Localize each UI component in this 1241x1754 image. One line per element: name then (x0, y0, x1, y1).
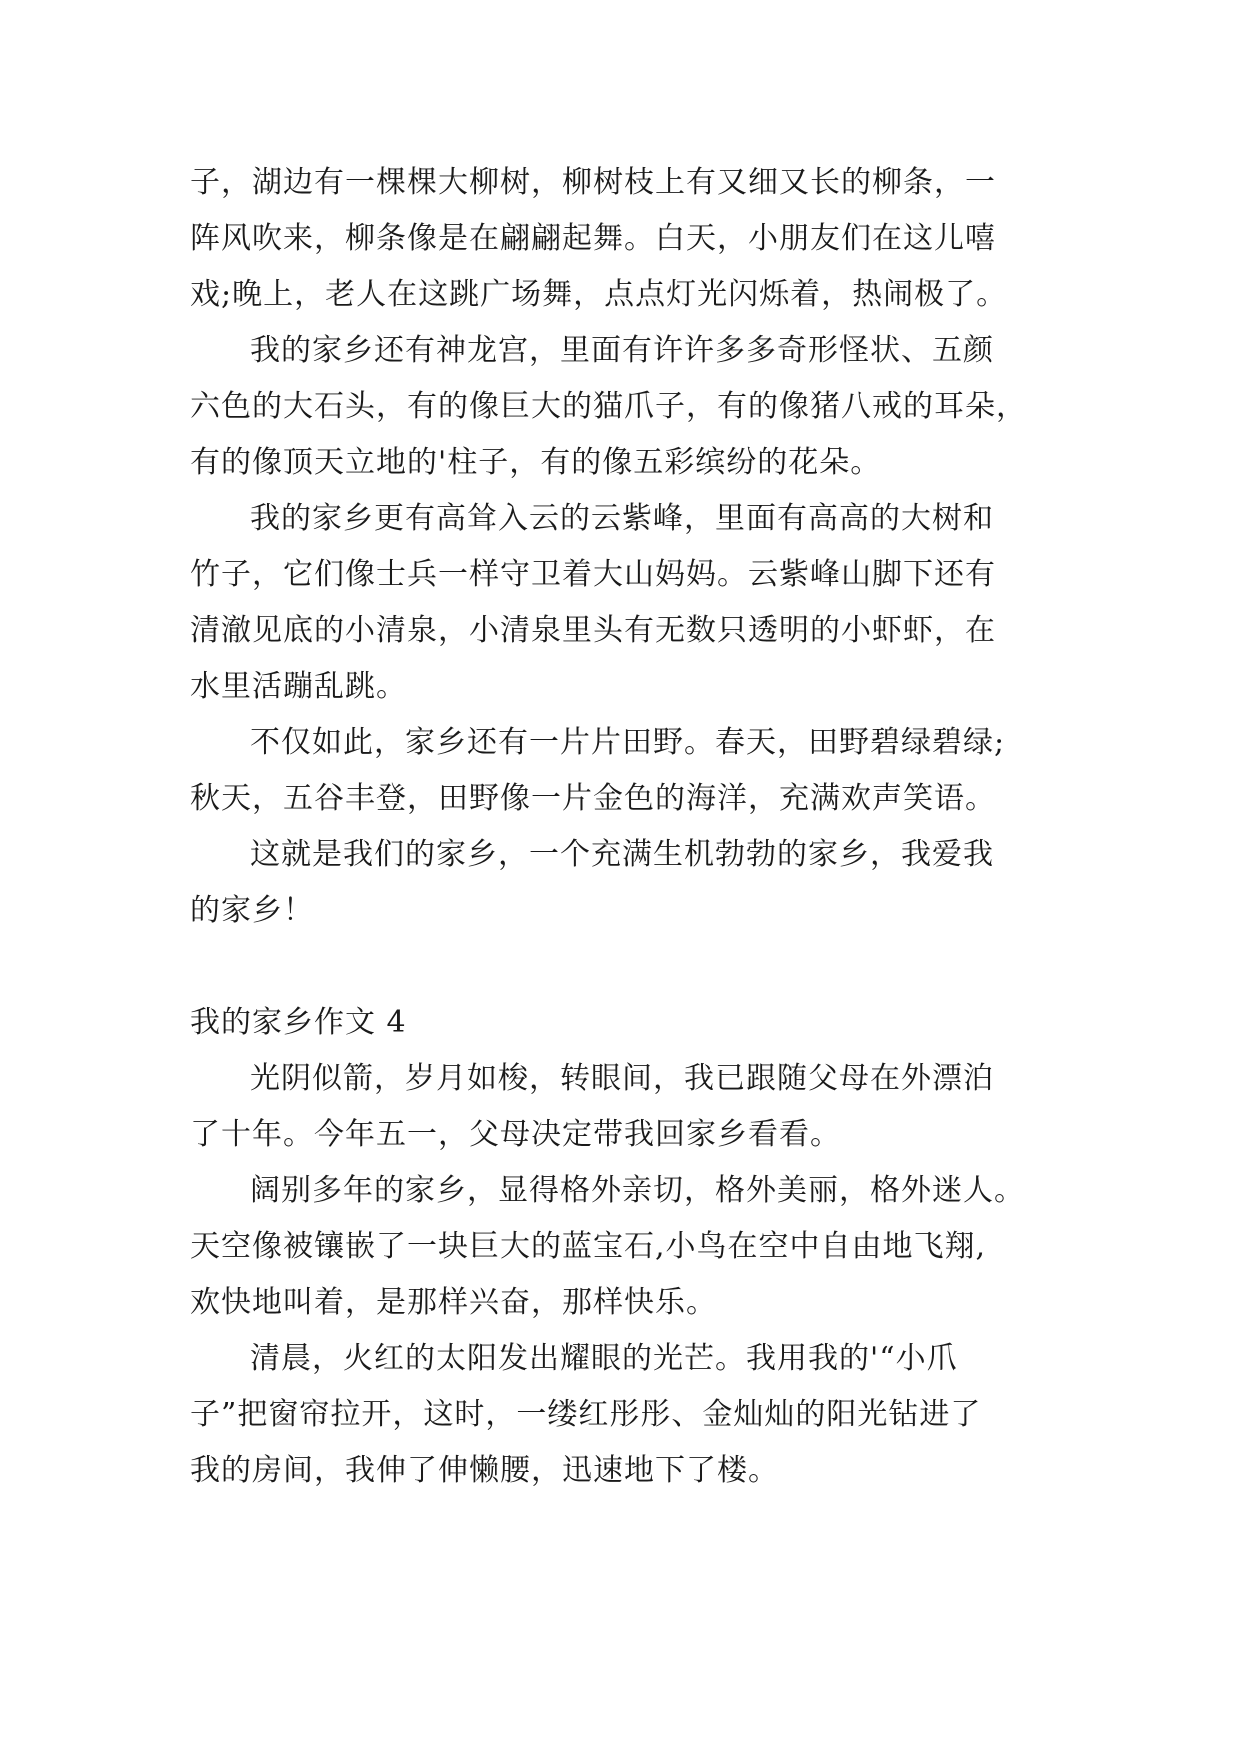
text-line: 子，湖边有一棵棵大柳树，柳树枝上有又细又长的柳条，一 (190, 165, 996, 200)
text-line: 戏;晚上，老人在这跳广场舞，点点灯光闪烁着，热闹极了。 (190, 277, 1008, 312)
text-line: 有的像顶天立地的'柱子，有的像五彩缤纷的花朵。 (190, 445, 882, 480)
text-line: 清澈见底的小清泉，小清泉里头有无数只透明的小虾虾，在 (190, 613, 996, 648)
text-line: 子”把窗帘拉开，这时，一缕红彤彤、金灿灿的阳光钻进了 (190, 1397, 982, 1432)
text-line: 竹子，它们像士兵一样守卫着大山妈妈。云紫峰山脚下还有 (190, 557, 996, 592)
paragraph-start-line: 清晨，火红的太阳发出耀眼的光芒。我用我的'“小爪 (250, 1341, 958, 1376)
text-line: 水里活蹦乱跳。 (190, 669, 407, 704)
text-line: 的家乡！ (190, 893, 314, 928)
text-line: 六色的大石头，有的像巨大的猫爪子，有的像猪八戒的耳朵， (190, 389, 1027, 424)
paragraph-start-line: 我的家乡更有高耸入云的云紫峰，里面有高高的大树和 (250, 501, 994, 536)
document-body (190, 155, 1080, 1499)
text-line: 秋天，五谷丰登，田野像一片金色的海洋，充满欢声笑语。 (190, 781, 996, 816)
paragraph-start-line: 不仅如此，家乡还有一片片田野。春天，田野碧绿碧绿; (250, 725, 1006, 760)
paragraph-start-line: 阔别多年的家乡，显得格外亲切，格外美丽，格外迷人。 (250, 1173, 1025, 1208)
text-line: 了十年。今年五一，父母决定带我回家乡看看。 (190, 1117, 841, 1152)
text-line: 欢快地叫着，是那样兴奋，那样快乐。 (190, 1285, 717, 1320)
text-line: 我的房间，我伸了伸懒腰，迅速地下了楼。 (190, 1453, 779, 1488)
text-line: 阵风吹来，柳条像是在翩翩起舞。白天，小朋友们在这儿嘻 (190, 221, 996, 256)
paragraph-start-line: 这就是我们的家乡，一个充满生机勃勃的家乡，我爱我 (250, 837, 994, 872)
paragraph-start-line: 光阴似箭，岁月如梭，转眼间，我已跟随父母在外漂泊 (250, 1061, 994, 1096)
paragraph-start-line: 我的家乡还有神龙宫，里面有许许多多奇形怪状、五颜 (250, 333, 994, 368)
section-gap (190, 939, 1080, 995)
text-line: 天空像被镶嵌了一块巨大的蓝宝石,小鸟在空中自由地飞翔, (190, 1229, 987, 1264)
section-heading: 我的家乡作文 4 (190, 1005, 407, 1040)
